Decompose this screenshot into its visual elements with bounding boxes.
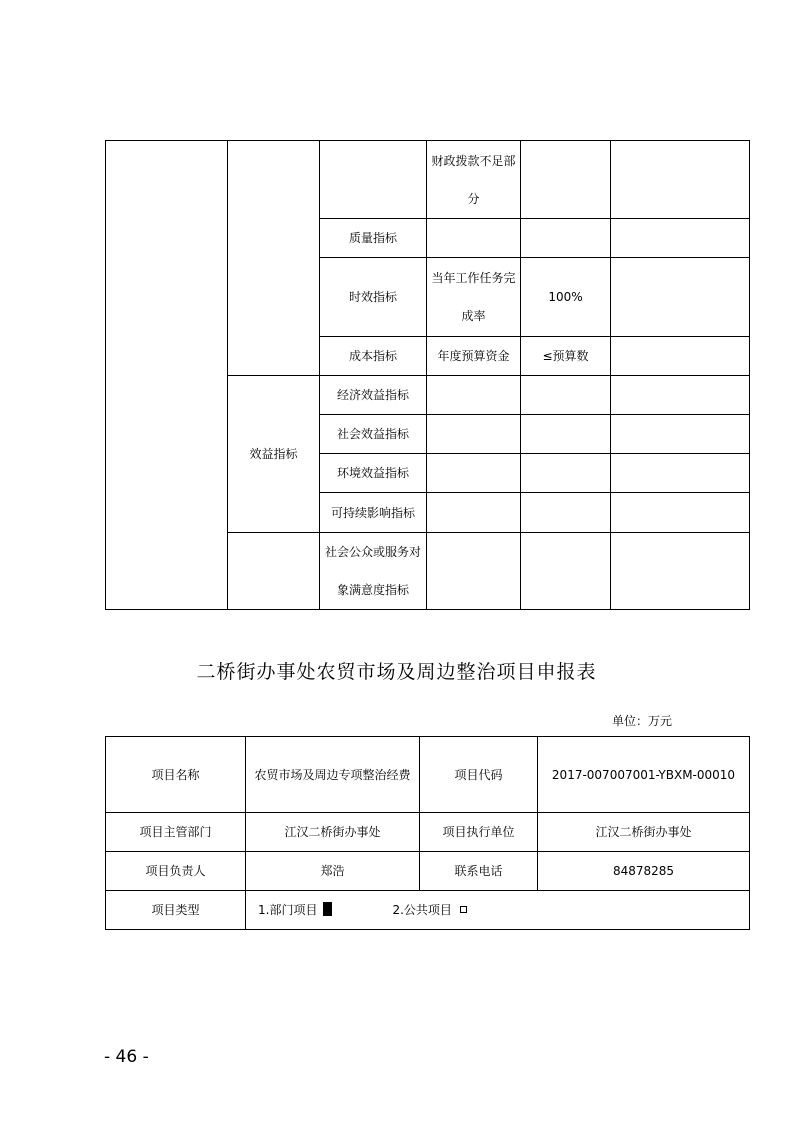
table-cell-empty xyxy=(611,337,750,376)
leader-label: 项目负责人 xyxy=(106,852,246,891)
table-cell-empty xyxy=(611,493,750,533)
table-cell-empty xyxy=(611,141,750,219)
benefit-item-sustainability: 可持续影响指标 xyxy=(320,493,427,533)
timeliness-indicator-cell: 当年工作任务完成率 xyxy=(427,258,521,337)
checked-box-icon xyxy=(323,902,332,916)
page-title: 二桥街办事处农贸市场及周边整治项目申报表 xyxy=(196,661,597,683)
table-cell-empty xyxy=(427,454,521,493)
table-cell-empty xyxy=(611,219,750,258)
project-code-value: 2017-007007001-YBXM-00010 xyxy=(538,737,750,813)
table-cell-empty xyxy=(611,376,750,415)
satisfaction-indicator-label: 社会公众或服务对象满意度指标 xyxy=(320,533,427,610)
table-cell-empty xyxy=(611,454,750,493)
table-cell-empty xyxy=(228,141,320,376)
unit-label: 单位：万元 xyxy=(612,714,673,728)
benefit-indicator-group: 效益指标 xyxy=(228,376,320,533)
benefit-item-environment: 环境效益指标 xyxy=(320,454,427,493)
cost-indicator-cell: 年度预算资金 xyxy=(427,337,521,376)
table-cell-empty xyxy=(611,415,750,454)
project-code-label: 项目代码 xyxy=(420,737,538,813)
exec-unit-value: 江汉二桥街办事处 xyxy=(538,813,750,852)
table-cell-empty xyxy=(427,493,521,533)
project-name-value: 农贸市场及周边专项整治经费 xyxy=(246,737,420,813)
table-cell-empty xyxy=(611,533,750,610)
page-number: - 46 - xyxy=(104,1047,149,1067)
table-cell-empty xyxy=(521,219,611,258)
quality-indicator-label: 质量指标 xyxy=(320,219,427,258)
cost-value-cell: ≤预算数 xyxy=(521,337,611,376)
benefit-item-economic: 经济效益指标 xyxy=(320,376,427,415)
unchecked-box-icon xyxy=(460,906,467,913)
dept-value: 江汉二桥街办事处 xyxy=(246,813,420,852)
phone-label: 联系电话 xyxy=(420,852,538,891)
project-type-options xyxy=(246,891,750,930)
timeliness-indicator-label: 时效指标 xyxy=(320,258,427,337)
type-option-department: 1.部门项目 xyxy=(258,903,318,917)
table-cell-empty xyxy=(521,493,611,533)
table-cell-empty xyxy=(521,376,611,415)
table-cell-empty xyxy=(521,415,611,454)
table-cell-empty xyxy=(320,141,427,219)
type-option-public: 2.公共项目 xyxy=(392,903,452,917)
table-cell-empty xyxy=(427,376,521,415)
table-cell-empty xyxy=(228,533,320,610)
benefit-item-social: 社会效益指标 xyxy=(320,415,427,454)
table-cell-empty xyxy=(427,415,521,454)
phone-value: 84878285 xyxy=(538,852,750,891)
project-application-table xyxy=(105,736,750,930)
performance-indicator-table xyxy=(105,140,750,610)
table-cell-empty xyxy=(106,141,228,610)
table-cell-empty xyxy=(611,258,750,337)
timeliness-value-cell: 100% xyxy=(521,258,611,337)
table-cell-empty xyxy=(521,141,611,219)
leader-value: 郑浩 xyxy=(246,852,420,891)
cost-indicator-label: 成本指标 xyxy=(320,337,427,376)
dept-label: 项目主管部门 xyxy=(106,813,246,852)
table-cell-empty xyxy=(521,533,611,610)
fiscal-indicator-cell: 财政拨款不足部分 xyxy=(427,141,521,219)
table-cell-empty xyxy=(521,454,611,493)
table-cell-empty xyxy=(427,219,521,258)
project-type-label: 项目类型 xyxy=(106,891,246,930)
exec-unit-label: 项目执行单位 xyxy=(420,813,538,852)
project-name-label: 项目名称 xyxy=(106,737,246,813)
table-cell-empty xyxy=(427,533,521,610)
